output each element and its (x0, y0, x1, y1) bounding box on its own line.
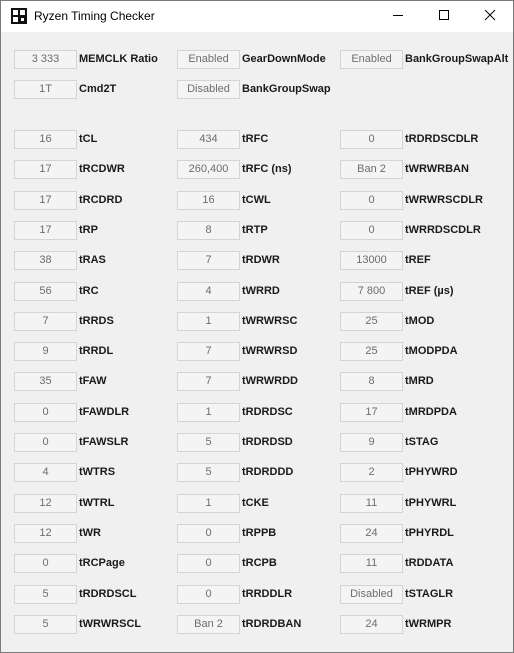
trp-label: tRP (79, 224, 98, 236)
tcl-value-field[interactable]: 16 (14, 130, 77, 149)
trdrdscdlr-value-field[interactable]: 0 (340, 130, 403, 149)
trcdwr-label: tRCDWR (79, 163, 125, 175)
trcdwr-value-field[interactable]: 17 (14, 160, 77, 179)
close-button[interactable] (467, 1, 513, 32)
trcpage-value-field[interactable]: 0 (14, 554, 77, 573)
trtp-value-field[interactable]: 8 (177, 221, 240, 240)
twrrdscdlr-value-field[interactable]: 0 (340, 221, 403, 240)
bankgroupswapalt-value-field[interactable]: Enabled (340, 50, 403, 69)
tcwl-label: tCWL (242, 194, 271, 206)
trdrdsd-value-field[interactable]: 5 (177, 433, 240, 452)
tfaw-value-field[interactable]: 35 (14, 372, 77, 391)
memclk-ratio-value-field[interactable]: 3 333 (14, 50, 77, 69)
twrmpr-label: tWRMPR (405, 618, 452, 630)
bankgroupswap-label: BankGroupSwap (242, 83, 331, 95)
tras-value-field[interactable]: 38 (14, 251, 77, 270)
trdrdscdlr-label: tRDRDSCDLR (405, 133, 479, 145)
twtrs-label: tWTRS (79, 466, 116, 478)
tfaw-label: tFAW (79, 375, 107, 387)
trc-label: tRC (79, 285, 99, 297)
window-title: Ryzen Timing Checker (34, 9, 155, 23)
geardownmode-label: GearDownMode (242, 53, 326, 65)
tcke-value-field[interactable]: 1 (177, 494, 240, 513)
tmod-value-field[interactable]: 25 (340, 312, 403, 331)
twrwrscdlr-label: tWRWRSCDLR (405, 194, 484, 206)
timings-panel (1, 32, 513, 652)
trcdrd-label: tRCDRD (79, 194, 123, 206)
minimize-icon (392, 8, 404, 26)
tphywrd-label: tPHYWRD (405, 466, 458, 478)
tphywrd-value-field[interactable]: 2 (340, 463, 403, 482)
tmod-label: tMOD (405, 315, 435, 327)
trcdrd-value-field[interactable]: 17 (14, 191, 77, 210)
tstaglr-label: tSTAGLR (405, 588, 454, 600)
memclk-ratio-label: MEMCLK Ratio (79, 53, 158, 65)
tmodpda-value-field[interactable]: 25 (340, 342, 403, 361)
trddata-label: tRDDATA (405, 557, 454, 569)
tcl-label: tCL (79, 133, 98, 145)
tmrdpda-value-field[interactable]: 17 (340, 403, 403, 422)
trc-value-field[interactable]: 56 (14, 282, 77, 301)
tref-us-value-field[interactable]: 7 800 (340, 282, 403, 301)
tref-label: tREF (405, 254, 431, 266)
cmd2t-value-field[interactable]: 1T (14, 80, 77, 99)
twrrd-label: tWRRD (242, 285, 280, 297)
trdrdsc-value-field[interactable]: 1 (177, 403, 240, 422)
trtp-label: tRTP (242, 224, 268, 236)
twrrd-value-field[interactable]: 4 (177, 282, 240, 301)
trrddlr-value-field[interactable]: 0 (177, 585, 240, 604)
tcke-label: tCKE (242, 497, 269, 509)
twrwrscl-label: tWRWRSCL (79, 618, 142, 630)
geardownmode-value-field[interactable]: Enabled (177, 50, 240, 69)
twr-label: tWR (79, 527, 101, 539)
twrwrban-label: tWRWRBAN (405, 163, 469, 175)
trdrdsd-label: tRDRDSD (242, 436, 293, 448)
trfc-ns-label: tRFC (ns) (242, 163, 292, 175)
twrwrdd-label: tWRWRDD (242, 375, 299, 387)
trppb-label: tRPPB (242, 527, 277, 539)
tfawdlr-value-field[interactable]: 0 (14, 403, 77, 422)
tfawslr-label: tFAWSLR (79, 436, 129, 448)
trcpb-label: tRCPB (242, 557, 277, 569)
tstaglr-value-field[interactable]: Disabled (340, 585, 403, 604)
trdrddd-value-field[interactable]: 5 (177, 463, 240, 482)
twrwrsd-value-field[interactable]: 7 (177, 342, 240, 361)
trppb-value-field[interactable]: 0 (177, 524, 240, 543)
title-bar[interactable] (1, 1, 513, 32)
twrwrscdlr-value-field[interactable]: 0 (340, 191, 403, 210)
trdrdban-label: tRDRDBAN (242, 618, 302, 630)
trrddlr-label: tRRDDLR (242, 588, 293, 600)
trdwr-value-field[interactable]: 7 (177, 251, 240, 270)
tmrd-value-field[interactable]: 8 (340, 372, 403, 391)
tstag-value-field[interactable]: 9 (340, 433, 403, 452)
trcpb-value-field[interactable]: 0 (177, 554, 240, 573)
tref-us-label: tREF (µs) (405, 285, 454, 297)
tcwl-value-field[interactable]: 16 (177, 191, 240, 210)
twrwrscl-value-field[interactable]: 5 (14, 615, 77, 634)
trdrdscl-value-field[interactable]: 5 (14, 585, 77, 604)
tstag-label: tSTAG (405, 436, 439, 448)
trddata-value-field[interactable]: 11 (340, 554, 403, 573)
tfawslr-value-field[interactable]: 0 (14, 433, 77, 452)
trdrdsc-label: tRDRDSC (242, 406, 293, 418)
trdrdscl-label: tRDRDSCL (79, 588, 137, 600)
app-logo-icon (11, 8, 27, 24)
tmrd-label: tMRD (405, 375, 434, 387)
minimize-button[interactable] (375, 1, 421, 32)
maximize-button[interactable] (421, 1, 467, 32)
trfc-value-field[interactable]: 434 (177, 130, 240, 149)
twrmpr-value-field[interactable]: 24 (340, 615, 403, 634)
tmrdpda-label: tMRDPDA (405, 406, 457, 418)
tfawdlr-label: tFAWDLR (79, 406, 130, 418)
maximize-icon (438, 8, 450, 26)
bankgroupswapalt-label: BankGroupSwapAlt (405, 53, 509, 65)
trfc-label: tRFC (242, 133, 269, 145)
twr-value-field[interactable]: 12 (14, 524, 77, 543)
tmodpda-label: tMODPDA (405, 345, 458, 357)
trrdl-label: tRRDL (79, 345, 114, 357)
trdrdban-value-field[interactable]: Ban 2 (177, 615, 240, 634)
tref-value-field[interactable]: 13000 (340, 251, 403, 270)
tphyrdl-label: tPHYRDL (405, 527, 454, 539)
twtrl-label: tWTRL (79, 497, 115, 509)
trp-value-field[interactable]: 17 (14, 221, 77, 240)
tphyrdl-value-field[interactable]: 24 (340, 524, 403, 543)
tphywrl-value-field[interactable]: 11 (340, 494, 403, 513)
trcpage-label: tRCPage (79, 557, 125, 569)
cmd2t-label: Cmd2T (79, 83, 117, 95)
twtrs-value-field[interactable]: 4 (14, 463, 77, 482)
trfc-ns-value-field[interactable]: 260,400 (177, 160, 240, 179)
twrwrdd-value-field[interactable]: 7 (177, 372, 240, 391)
close-icon (484, 8, 496, 26)
twrwrsd-label: tWRWRSD (242, 345, 298, 357)
tras-label: tRAS (79, 254, 106, 266)
twrwrsc-label: tWRWRSC (242, 315, 298, 327)
twtrl-value-field[interactable]: 12 (14, 494, 77, 513)
twrrdscdlr-label: tWRRDSCDLR (405, 224, 481, 236)
bankgroupswap-value-field[interactable]: Disabled (177, 80, 240, 99)
twrwrsc-value-field[interactable]: 1 (177, 312, 240, 331)
tphywrl-label: tPHYWRL (405, 497, 457, 509)
trrdl-value-field[interactable]: 9 (14, 342, 77, 361)
twrwrban-value-field[interactable]: Ban 2 (340, 160, 403, 179)
trrds-label: tRRDS (79, 315, 114, 327)
trdwr-label: tRDWR (242, 254, 280, 266)
trrds-value-field[interactable]: 7 (14, 312, 77, 331)
trdrddd-label: tRDRDDD (242, 466, 294, 478)
